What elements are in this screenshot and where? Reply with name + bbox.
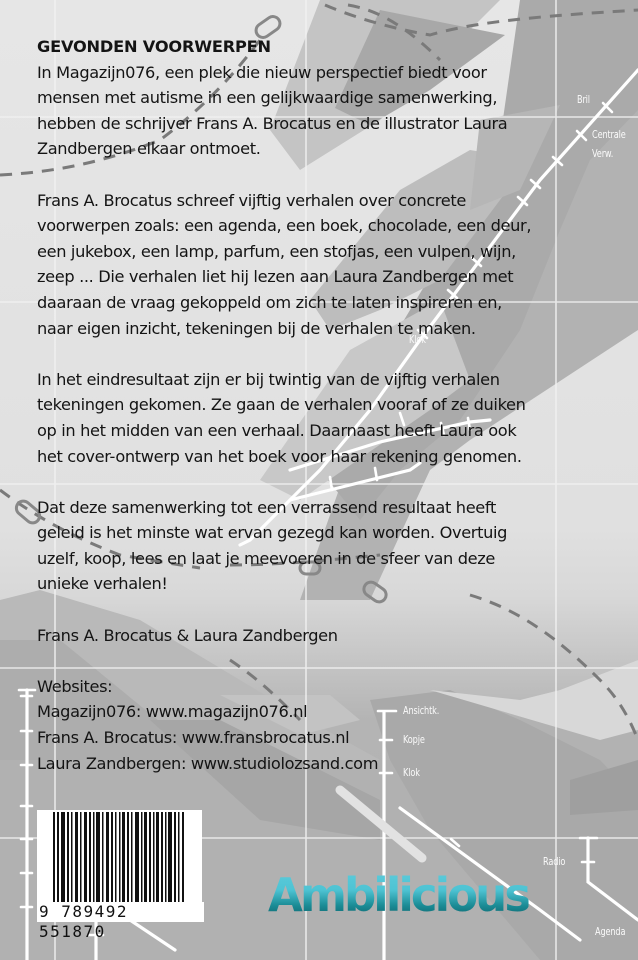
paragraph-1 <box>37 60 637 162</box>
websites-label: Websites: <box>37 676 113 696</box>
station-label-klok-bottom: Klok <box>403 767 420 779</box>
text-line: geleid is het minste wat ervan gezegd kan worden. Overtuig <box>37 523 508 543</box>
station-label-verw: Verw. <box>592 148 614 160</box>
paragraph-3 <box>37 367 637 469</box>
paragraph-4 <box>37 495 637 597</box>
text-line: hebben de schrijver Frans A. Brocatus en de illustrator Laura <box>37 113 508 133</box>
text-line: Frans A. Brocatus schreef vijftig verhalen over concrete <box>37 190 466 210</box>
website-magazijn076: Magazijn076: www.magazijn076.nl <box>37 702 308 722</box>
station-label-kopje: Kopje <box>403 734 425 746</box>
authors-line <box>37 623 637 649</box>
text-line: In het eindresultaat zijn er bij twintig van de vijftig verhalen <box>37 369 500 389</box>
station-label-bril: Bril <box>577 94 590 106</box>
book-title-heading: GEVONDEN VOORWERPEN <box>37 37 271 56</box>
paragraph-2 <box>37 188 637 342</box>
text-line: naar eigen inzicht, tekeningen bij de verhalen te maken. <box>37 318 476 338</box>
website-fransbrocatus: Frans A. Brocatus: www.fransbrocatus.nl <box>37 728 350 748</box>
isbn-barcode <box>37 810 202 941</box>
text-line: In Magazijn076, een plek die nieuw perspectief biedt voor <box>37 62 487 82</box>
station-label-centrale: Centrale <box>592 129 626 141</box>
authors-text: Frans A. Brocatus & Laura Zandbergen <box>37 625 338 645</box>
text-line: zeep ... Die verhalen liet hij lezen aan Laura Zandbergen met <box>37 267 514 287</box>
text-line: het cover-ontwerp van het boek voor haar rekening genomen. <box>37 446 522 466</box>
text-line: daaraan de vraag gekoppeld om zich te laten inspireren en, <box>37 292 502 312</box>
station-label-klok-top: Klok <box>409 334 426 346</box>
publisher-logo: Ambilicious <box>268 868 529 922</box>
website-studiolozsand: Laura Zandbergen: www.studiolozsand.com <box>37 753 379 773</box>
text-line: unieke verhalen! <box>37 574 168 594</box>
text-line: een jukebox, een lamp, parfum, een stofjas, een vulpen, wijn, <box>37 241 516 261</box>
isbn-number: 9 789492 551870 <box>37 902 204 922</box>
text-line: Zandbergen elkaar ontmoet. <box>37 139 261 159</box>
back-cover-text <box>37 34 637 776</box>
text-line: Dat deze samenwerking tot een verrassend resultaat heeft <box>37 497 496 517</box>
websites-list <box>37 674 637 776</box>
text-line: voorwerpen zoals: een agenda, een boek, chocolade, een deur, <box>37 216 532 236</box>
text-line: uzelf, koop, lees en laat je meevoeren in de sfeer van deze <box>37 548 496 568</box>
station-label-radio: Radio <box>543 856 566 868</box>
station-label-agenda: Agenda <box>595 926 626 938</box>
text-line: tekeningen gekomen. Ze gaan de verhalen vooraf of ze duiken <box>37 395 526 415</box>
station-label-ansichtk: Ansichtk. <box>403 705 440 717</box>
text-line: mensen met autisme in een gelijkwaardige samenwerking, <box>37 88 498 108</box>
text-line: op in het midden van een verhaal. Daarnaast heeft Laura ook <box>37 420 517 440</box>
